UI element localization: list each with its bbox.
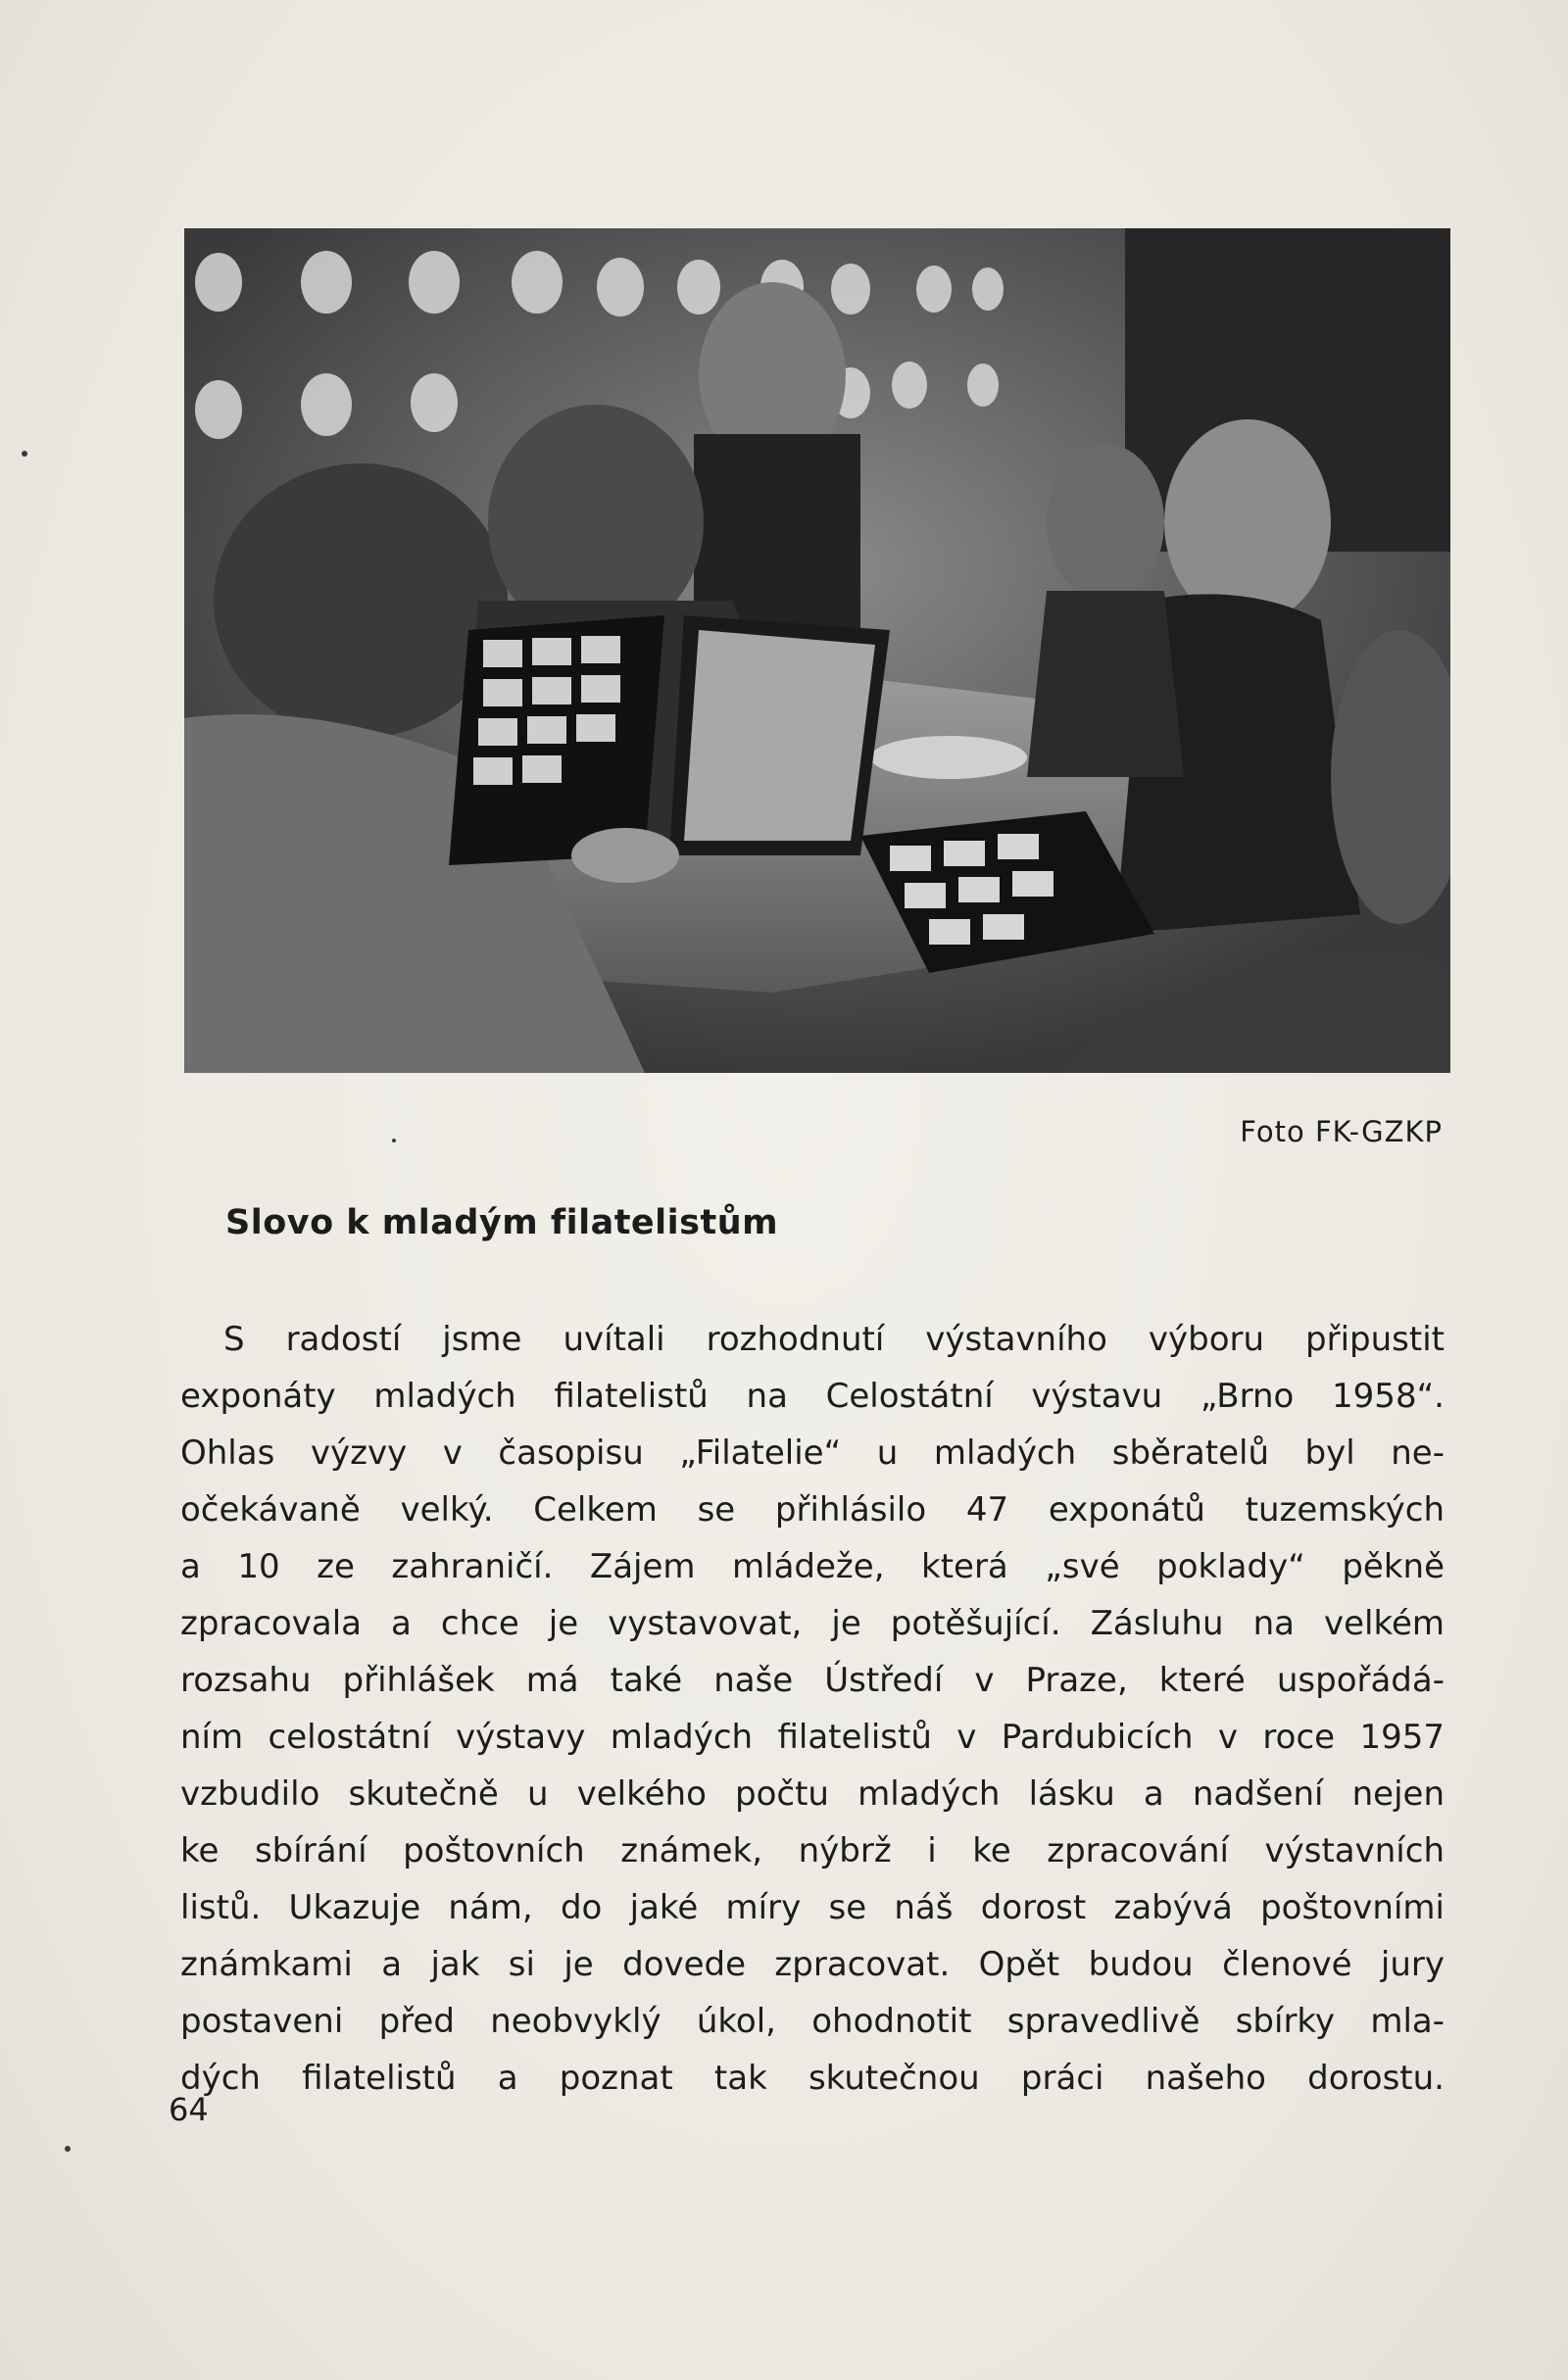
- paragraph-line: Ohlas výzvy v časopisu „Filatelie“ u mladých sběratelů byl ne-: [180, 1433, 1445, 1473]
- photo-illustration: [184, 228, 1450, 1073]
- page-number: 64: [169, 2091, 209, 2128]
- photograph: [184, 228, 1450, 1073]
- paragraph-line: zpracovala a chce je vystavovat, je potěšující. Zásluhu na velkém: [180, 1604, 1445, 1643]
- paper-speck: [392, 1139, 396, 1142]
- paragraph-line: rozsahu přihlášek má také naše Ústředí v Praze, které uspořádá-: [180, 1661, 1445, 1700]
- paragraph-line: očekávaně velký. Celkem se přihlásilo 47 exponátů tuzemských: [180, 1490, 1445, 1530]
- paragraph-line: S radostí jsme uvítali rozhodnutí výstavního výboru připustit: [223, 1320, 1445, 1359]
- article-paragraph: [180, 1311, 1445, 2107]
- paragraph-line: listů. Ukazuje nám, do jaké míry se náš dorost zabývá poštovními: [180, 1888, 1445, 1927]
- paragraph-line: exponáty mladých filatelistů na Celostátní výstavu „Brno 1958“.: [180, 1377, 1445, 1416]
- paragraph-line: postaveni před neobvyklý úkol, ohodnotit spravedlivě sbírky mla-: [180, 2002, 1445, 2041]
- paragraph-line: a 10 ze zahraničí. Zájem mládeže, která „své poklady“ pěkně: [180, 1547, 1445, 1586]
- paragraph-line: ke sbírání poštovních známek, nýbrž i ke zpracování výstavních: [180, 1831, 1445, 1870]
- photo-credit: Foto FK-GZKP: [1240, 1115, 1443, 1148]
- paper-speck: [22, 451, 27, 457]
- paragraph-line: známkami a jak si je dovede zpracovat. Opět budou členové jury: [180, 1945, 1445, 1984]
- article-heading: Slovo k mladým filatelistům: [225, 1203, 779, 1242]
- paragraph-line: dých filatelistů a poznat tak skutečnou práci našeho dorostu.: [180, 2059, 1445, 2098]
- paper-speck: [65, 2146, 71, 2152]
- paragraph-line: vzbudilo skutečně u velkého počtu mladých lásku a nadšení nejen: [180, 1774, 1445, 1814]
- paragraph-line: ním celostátní výstavy mladých filatelistů v Pardubicích v roce 1957: [180, 1718, 1445, 1757]
